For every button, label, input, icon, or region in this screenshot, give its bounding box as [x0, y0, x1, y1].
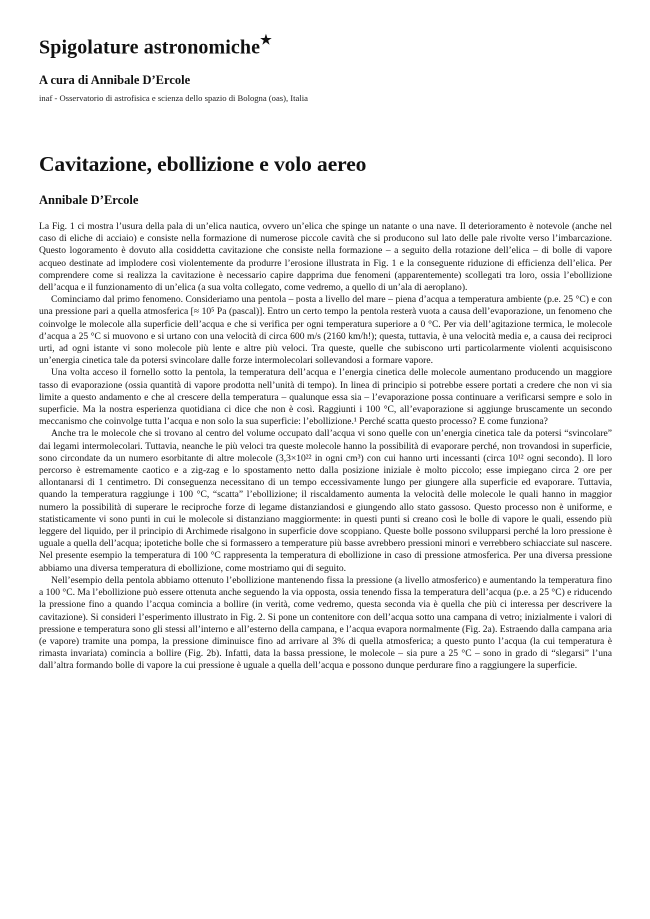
article-title: Cavitazione, ebollizione e volo aereo: [39, 152, 367, 176]
star-mark: ★: [260, 32, 272, 47]
editor-line: A cura di Annibale D’Ercole: [39, 73, 191, 87]
paragraph-2: Cominciamo dal primo fenomeno. Consideriamo una pentola – posta a livello del mare – piena d’acqua a temperatura ambiente (p.e. 25 °C) e con una pressione pari a quella atmosferica [≈ 10⁵ Pa (pascal)]. Entro un certo tempo la pentola resterà vuota a causa dell’evaporazione, un fenomeno che coinvolge le molecole alla superficie dell’acqua e che si verifica per ogni temperatura superiore a 0 °C. Per via dell’agitazione termica, le molecole d’acqua a 25 °C si muovono e si urtano con una velocità di circa 600 m/s (2160 km/h!); questa, tuttavia, è una velocità media e, a causa dei reciproci urti, ad ogni istante vi sono molecole più lente e altre più veloci. Tra queste, quelle che subiscono urti particolarmente violenti acquisiscono un’energia cinetica tale da potersi svincolare dalle forze intermolecolari sollevandosi a formare vapore.: [39, 294, 612, 367]
affiliation: inaf - Osservatorio di astrofisica e scienza dello spazio di Bologna (oas), Italia: [39, 93, 308, 103]
article-body: [39, 221, 612, 673]
series-title-text: Spigolature astronomiche: [39, 36, 261, 59]
paragraph-5: Nell’esempio della pentola abbiamo ottenuto l’ebollizione mantenendo fissa la pressione (a livello atmosferico) e aumentando la temperatura fino a 100 °C. Ma l’ebollizione può essere ottenuta anche seguendo la via opposta, ossia tenendo fissa la temperatura dell’acqua (p.e. a 25 °C) e riducendo la pressione fino a quando l’acqua comincia a bollire (in verità, come vedremo, questa seconda via è quella che più ci interessa per descrivere la cavitazione). Si consideri l’esperimento illustrato in Fig. 2. Si pone un contenitore con dell’acqua sotto una campana di vetro; inizialmente i valori di pressione e temperatura sono gli stessi all’interno e all’esterno della campana, e l’acqua evapora normalmente (Fig. 2a). Estraendo dalla campana aria (e vapore) tramite una pompa, la pressione diminuisce fino ad arrivare al 3% di quella atmosferica; a questo punto l’acqua (la cui temperatura è rimasta invariata) comincia a bollire (Fig. 2b). Infatti, data la bassa pressione, le molecole – sia pure a 25 °C – sono in grado di “slegarsi” l’una dall’altra formando bolle di vapore la cui pressione è uguale a quella dell’acqua e possono dunque perdurare fino a raggiungere la superficie.: [39, 574, 612, 672]
series-title: [39, 34, 272, 60]
paragraph-3: Una volta acceso il fornello sotto la pentola, la temperatura dell’acqua e l’energia cinetica delle molecole aumentano producendo un maggiore tasso di evaporazione (ossia quantità di vapore prodotta nell’unità di tempo). In linea di principio si potrebbe essere portati a credere che non vi sia limite a questo andamento e che al crescere della temperatura – qualunque essa sia – l’evaporazione possa continuare a verificarsi sempre e solo in superficie. Ma la nostra esperienza quotidiana ci dice che non è così. Raggiunti i 100 °C, all’evaporazione si aggiunge bruscamente un secondo meccanismo che coinvolge tutta l’acqua e non solo la sua superficie: l’ebollizione.¹ Perché scatta questo processo? E come funziona?: [39, 367, 612, 428]
paragraph-4: Anche tra le molecole che si trovano al centro del volume occupato dall’acqua vi sono quelle con un’energia cinetica tale da potersi “svincolare” dai legami intermolecolari. Tuttavia, neanche le più veloci tra queste molecole hanno la possibilità di evaporare perché, non trovandosi in superficie, sono circondate da un numero esorbitante di altre molecole (3,3×10²² in ogni cm³) con cui hanno urti incessanti (circa 10¹² ogni secondo). Il loro percorso è estremamente caotico e a zig-zag e lo spostamento netto dalla posizione iniziale è molto piccolo; esse impiegano circa 2 ore per allontanarsi di 1 centimetro. Di conseguenza necessitano di un tempo eccessivamente lungo per giungere alla superficie ed evaporare. Tuttavia, quando la temperatura raggiunge i 100 °C, “scatta” l’ebollizione; il riscaldamento aumenta la velocità delle molecole le quali hanno in maggior numero la possibilità di superare le reciproche forze di legame distanziandosi e giungendo allo stato gassoso. Questo processo non è uniforme, e statisticamente vi sono punti in cui le molecole si distanziano maggiormente: in questi punti si creano così le bolle di vapore le quali, essendo più leggere del liquido, per il principio di Archimede risalgono in superficie dove scoppiano. Queste bolle possono svilupparsi perché la loro pressione è uguale a quella dell’acqua; ipotetiche bolle che si formassero a temperature più basse avrebbero pressioni minori e verrebbero schiacciate sul nascere. Nel presente esempio la temperatura di 100 °C rappresenta la temperatura di ebollizione in caso di pressione atmosferica. Per una diversa pressione abbiamo una diversa temperatura di ebollizione, come mostriamo qui di seguito.: [39, 428, 612, 574]
paragraph-1: La Fig. 1 ci mostra l’usura della pala di un’elica nautica, ovvero un’elica che spinge un natante o una nave. Il deterioramento è notevole (anche nel caso di eliche di acciaio) e consiste nella formazione di numerose piccole cavità che si producono sul lato delle pale rivolte verso l’imbarcazione. Questo logoramento è dovuto alla cosiddetta cavitazione che consiste nella formazione – a seguito della rotazione dell’elica – di bolle di vapore acqueo destinate ad implodere così violentemente da produrre l’erosione illustrata in Fig. 1 e la conseguente riduzione di efficienza dell’elica. Per comprendere come si realizza la cavitazione è necessario capire dapprima due fenomeni (apparentemente) scollegati tra loro, ossia l’ebollizione dell’acqua e il funzionamento di un’elica (a sua volta collegato, come vedremo, a quello di un’ala di aeroplano).: [39, 221, 612, 294]
article-author: Annibale D’Ercole: [39, 193, 139, 207]
